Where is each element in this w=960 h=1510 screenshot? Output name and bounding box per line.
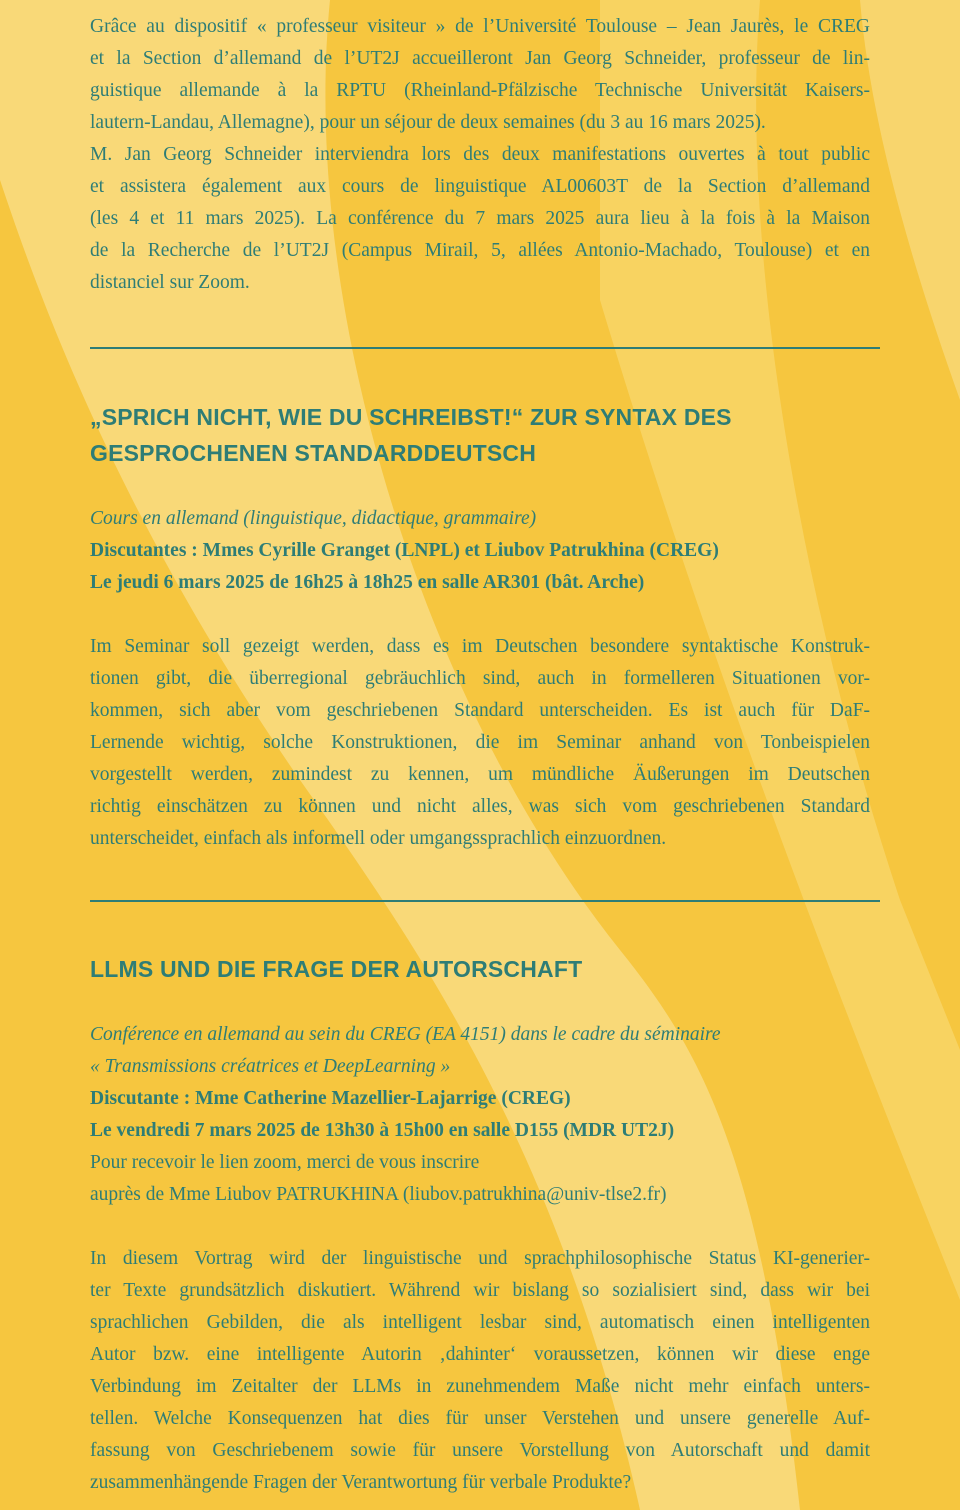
section1-body-line: kommen, sich aber vom geschriebenen Standard unterscheiden. Es ist auch für DaF-	[90, 700, 870, 721]
section2-discussant: Discutante : Mme Catherine Mazellier-Lajarrige (CREG)	[90, 1088, 571, 1109]
section2-title	[90, 951, 870, 987]
section2-body-line: ter Texte grundsätzlich diskutiert. Während wir bislang so sozialisiert sind, dass wir bei	[90, 1280, 870, 1301]
section2-body-line: Autor bzw. eine intelligente Autorin ‚dahinter‘ voraussetzen, können wir diese enge	[90, 1344, 870, 1365]
section1-body-line: Im Seminar soll gezeigt werden, dass es im Deutschen besondere syntaktische Konstruk-	[90, 636, 870, 657]
section2-body-line: sprachlichen Gebilden, die als intelligent lesbar sind, automatisch einen intelligenten	[90, 1312, 870, 1333]
section1-date: Le jeudi 6 mars 2025 de 16h25 à 18h25 en salle AR301 (bât. Arche)	[90, 572, 645, 593]
section1-body-line: richtig einschätzen zu können und nicht alles, was sich vom geschriebenen Standard	[90, 796, 870, 817]
intro-line: et assistera également aux cours de linguistique AL00603T de la Section d’allemand	[90, 176, 870, 197]
section2-body-line: Verbindung im Zeitalter der LLMs in zunehmendem Maße nicht mehr einfach unters-	[90, 1376, 870, 1397]
section1-discussants: Discutantes : Mmes Cyrille Granget (LNPL) et Liubov Patrukhina (CREG)	[90, 540, 719, 561]
section1-details	[90, 503, 870, 599]
section1-body-line: tionen gibt, die überregional gebräuchlich sind, auch in formelleren Situationen vor-	[90, 668, 870, 689]
section2-date: Le vendredi 7 mars 2025 de 13h30 à 15h00 en salle D155 (MDR UT2J)	[90, 1120, 675, 1141]
section1-body-line: unterscheidet, einfach als informell oder umgangssprachlich einzuordnen.	[90, 828, 667, 849]
section2-body-line: zusammenhängende Fragen der Verantwortung für verbale Produkte?	[90, 1472, 632, 1493]
intro-line: M. Jan Georg Schneider interviendra lors des deux manifestations ouvertes à tout public	[90, 144, 870, 165]
divider	[90, 900, 880, 902]
intro-line: guistique allemande à la RPTU (Rheinland-Pfälzische Technische Universität Kaisers-	[90, 80, 870, 101]
intro-line: distanciel sur Zoom.	[90, 272, 250, 293]
section1-title	[90, 399, 870, 471]
intro-line: de la Recherche de l’UT2J (Campus Mirail, 5, allées Antonio-Machado, Toulouse) et en	[90, 240, 870, 261]
section1-title-line: GESPROCHENEN STANDARDDEUTSCH	[90, 440, 537, 466]
divider	[90, 347, 880, 349]
intro-line: et la Section d’allemand de l’UT2J accueilleront Jan Georg Schneider, professeur de lin-	[90, 48, 870, 69]
section2-title-line: LLMS UND DIE FRAGE DER AUTORSCHAFT	[90, 956, 583, 982]
section2-type: « Transmissions créatrices et DeepLearning »	[90, 1056, 451, 1077]
intro-line: (les 4 et 11 mars 2025). La conférence du 7 mars 2025 aura lieu à la fois à la Maison	[90, 208, 870, 229]
section2-type: Conférence en allemand au sein du CREG (EA 4151) dans le cadre du séminaire	[90, 1024, 721, 1045]
section1-body-line: vorgestellt werden, zumindest zu kennen, um mündliche Äußerungen im Deutschen	[90, 764, 870, 785]
section2-body	[90, 1243, 870, 1499]
intro-line: lautern-Landau, Allemagne), pour un séjour de deux semaines (du 3 au 16 mars 2025).	[90, 112, 766, 133]
section2-details	[90, 1019, 870, 1211]
section2-zoom-contact: auprès de Mme Liubov PATRUKHINA (liubov.patrukhina@univ-tlse2.fr)	[90, 1184, 667, 1205]
section2-zoom-info: Pour recevoir le lien zoom, merci de vous inscrire	[90, 1152, 480, 1173]
section1-title-line: „SPRICH NICHT, WIE DU SCHREIBST!“ ZUR SYNTAX DES	[90, 404, 732, 430]
section1-type: Cours en allemand (linguistique, didactique, grammaire)	[90, 508, 537, 529]
section2-body-line: fassung von Geschriebenem sowie für unsere Vorstellung von Autorschaft und damit	[90, 1440, 870, 1461]
section1-body-line: Lernende wichtig, solche Konstruktionen, die im Seminar anhand von Tonbeispielen	[90, 732, 870, 753]
section1-body	[90, 631, 870, 855]
section2-body-line: tellen. Welche Konsequenzen hat dies für unser Verstehen und unsere generelle Auf-	[90, 1408, 870, 1429]
intro-line: Grâce au dispositif « professeur visiteur » de l’Université Toulouse – Jean Jaurès, le CREG	[90, 16, 870, 37]
section2-body-line: In diesem Vortrag wird der linguistische und sprachphilosophische Status KI-generier-	[90, 1248, 870, 1269]
intro-paragraph	[90, 11, 870, 299]
